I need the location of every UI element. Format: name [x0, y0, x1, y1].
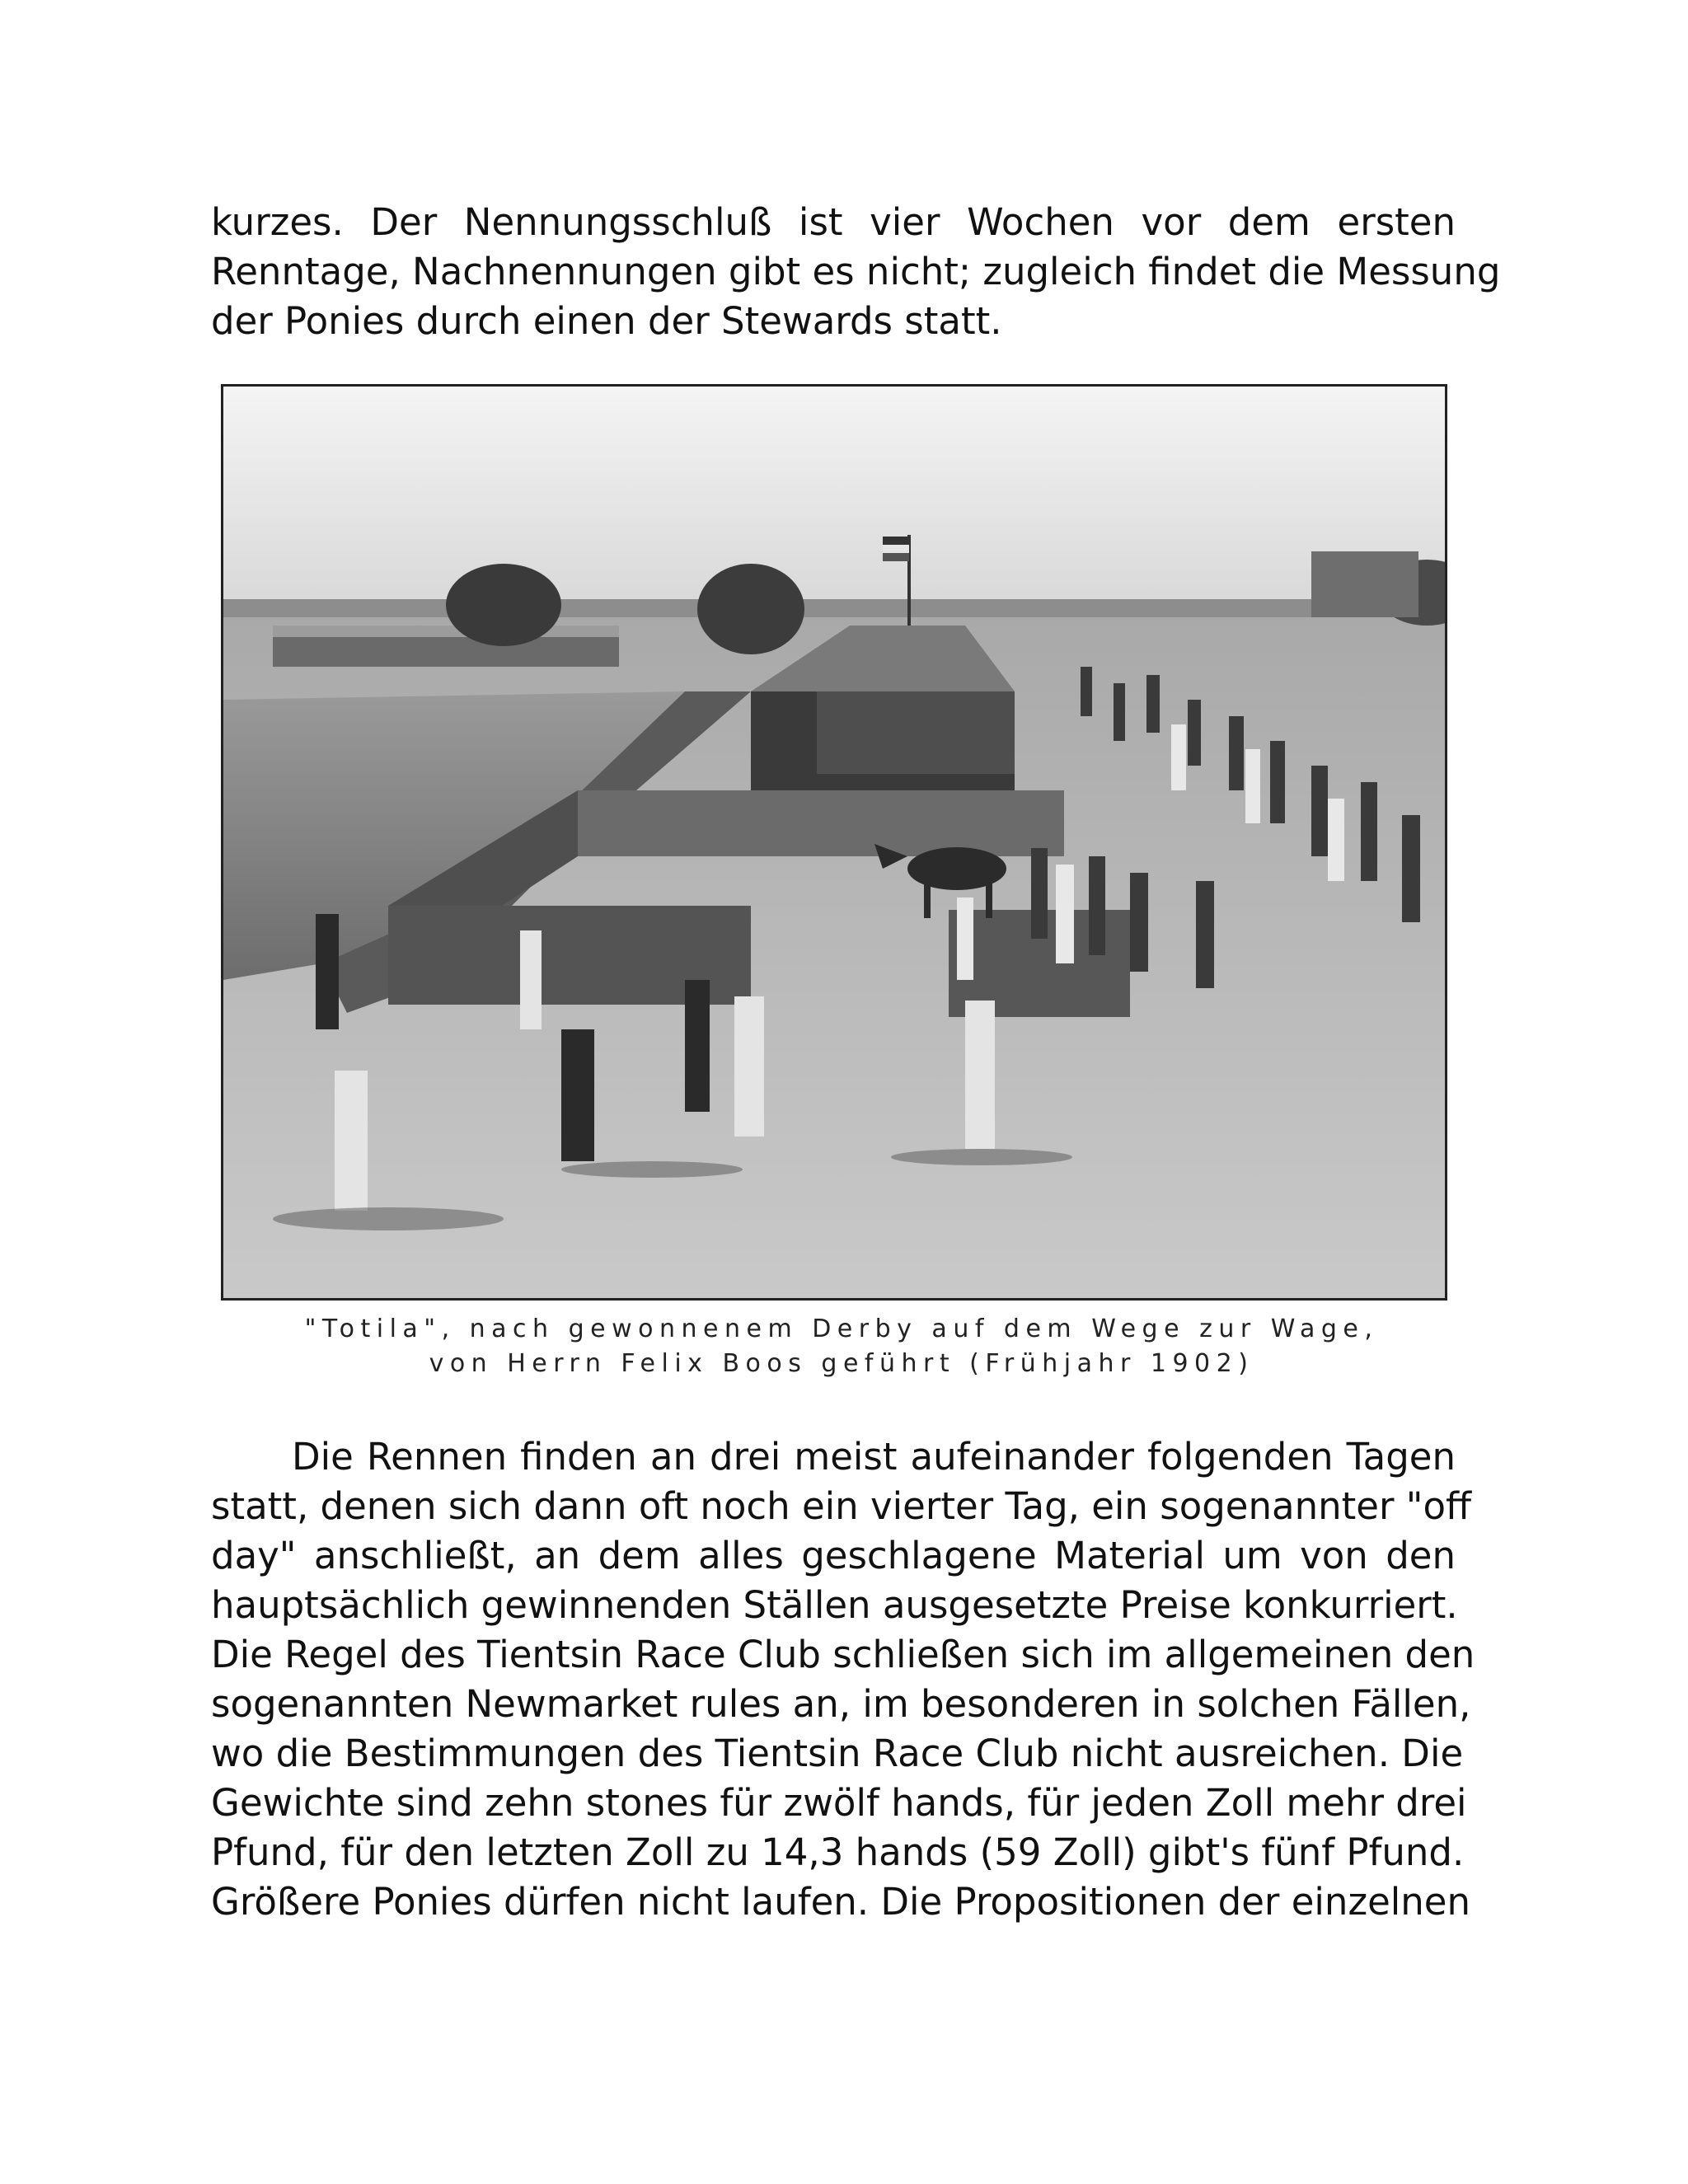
caption-line: von Herrn Felix Boos geführt (Frühjahr 1902): [429, 1349, 1254, 1378]
photo-illustration: [223, 387, 1445, 1298]
text-line: day" anschließt, an dem alles geschlagene Material um von den: [211, 1534, 1456, 1577]
figure-caption: [211, 1312, 1472, 1381]
main-paragraph: [211, 1432, 1475, 1927]
text-line: Pfund, für den letzten Zoll zu 14,3 hands (59 Zoll) gibt's fünf Pfund.: [211, 1830, 1465, 1874]
racecourse-photo: [221, 384, 1447, 1301]
text-line: Größere Ponies dürfen nicht laufen. Die Propositionen der einzelnen: [211, 1880, 1470, 1924]
text-line: kurzes. Der Nennungsschluß ist vier Wochen vor dem ersten: [211, 200, 1456, 244]
text-line: Renntage, Nachnennungen gibt es nicht; zugleich findet die Messung: [211, 250, 1501, 293]
text-line: statt, denen sich dann oft noch ein vierter Tag, ein sogenannter "off: [211, 1484, 1471, 1528]
top-paragraph: [211, 198, 1501, 346]
text-line: Die Rennen finden an drei meist aufeinander folgenden Tagen: [292, 1435, 1456, 1479]
text-line: der Ponies durch einen der Stewards statt.: [211, 299, 1002, 343]
caption-line: "Totila", nach gewonnenem Derby auf dem Wege zur Wage,: [304, 1315, 1379, 1343]
text-line: Gewichte sind zehn stones für zwölf hands, für jeden Zoll mehr drei: [211, 1781, 1467, 1825]
text-line: wo die Bestimmungen des Tientsin Race Club nicht ausreichen. Die: [211, 1732, 1464, 1775]
text-line: sogenannten Newmarket rules an, im besonderen in solchen Fällen,: [211, 1682, 1471, 1726]
text-line: Die Regel des Tientsin Race Club schließen sich im allgemeinen den: [211, 1633, 1475, 1676]
text-line: hauptsächlich gewinnenden Ställen ausgesetzte Preise konkurriert.: [211, 1583, 1458, 1627]
